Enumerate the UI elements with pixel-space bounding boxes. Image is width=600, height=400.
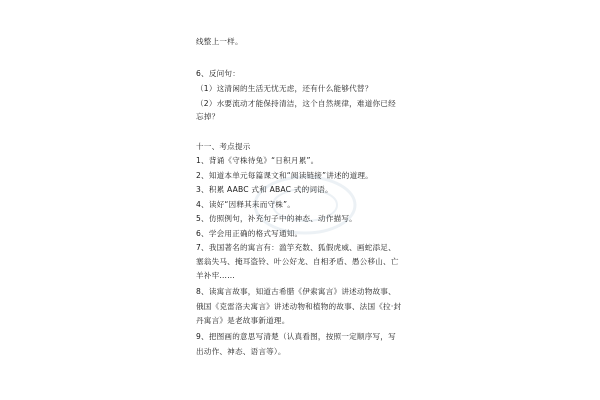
tip-item-9: 9、把图画的意思写清楚（认真看图，按照一定顺序写，写 xyxy=(196,332,396,341)
text-line-continuation: 线整上一样。 xyxy=(196,37,243,46)
heading-exam-tips: 十一、考点提示 xyxy=(196,142,251,151)
tip-item-7-cont2: 羊补牢…… xyxy=(196,271,235,280)
tip-item-2: 2、知道本单元每篇课文和“阅读链接”讲述的道理。 xyxy=(196,171,373,180)
tip-item-4: 4、读好“因释其耒而守株”。 xyxy=(196,200,296,209)
tip-item-7-cont: 塞翁失马、掩耳盗铃、叶公好龙、自相矛盾、愚公移山、亡 xyxy=(196,257,399,266)
tip-item-8-cont: 俄国《克雷洛夫寓言》讲述动物和植物的故事、法国《拉·封 xyxy=(196,302,402,311)
text-line-question-1: （1）这清闲的生活无忧无虑，还有什么能够代替？ xyxy=(196,84,373,93)
text-line-question-2-cont: 忘掉？ xyxy=(196,112,220,121)
tip-item-7: 7、我国著名的寓言有：滥竽充数、狐假虎威、画蛇添足、 xyxy=(196,243,396,252)
tip-item-1: 1、背诵《守株待兔》“日积月累”。 xyxy=(196,156,319,165)
text-line-question-2: （2）水要流动才能保持清洁，这个自然规律，难道你已经 xyxy=(196,99,396,108)
tip-item-8-cont2: 丹寓言》是老故事新道理。 xyxy=(196,316,290,325)
tip-item-8: 8、读寓言故事，知道古希腊《伊索寓言》讲述动物故事、 xyxy=(196,287,396,296)
tip-item-3: 3、积累 AABC 式和 ABAC 式的词语。 xyxy=(196,185,333,194)
tip-item-9-cont: 出动作、神态、语言等）。 xyxy=(196,347,286,356)
tip-item-6: 6、学会用正确的格式写通知。 xyxy=(196,229,303,238)
tip-item-5: 5、仿照例句，补充句子中的神态、动作描写。 xyxy=(196,214,357,223)
heading-rhetorical-question: 6、反问句： xyxy=(196,69,240,78)
